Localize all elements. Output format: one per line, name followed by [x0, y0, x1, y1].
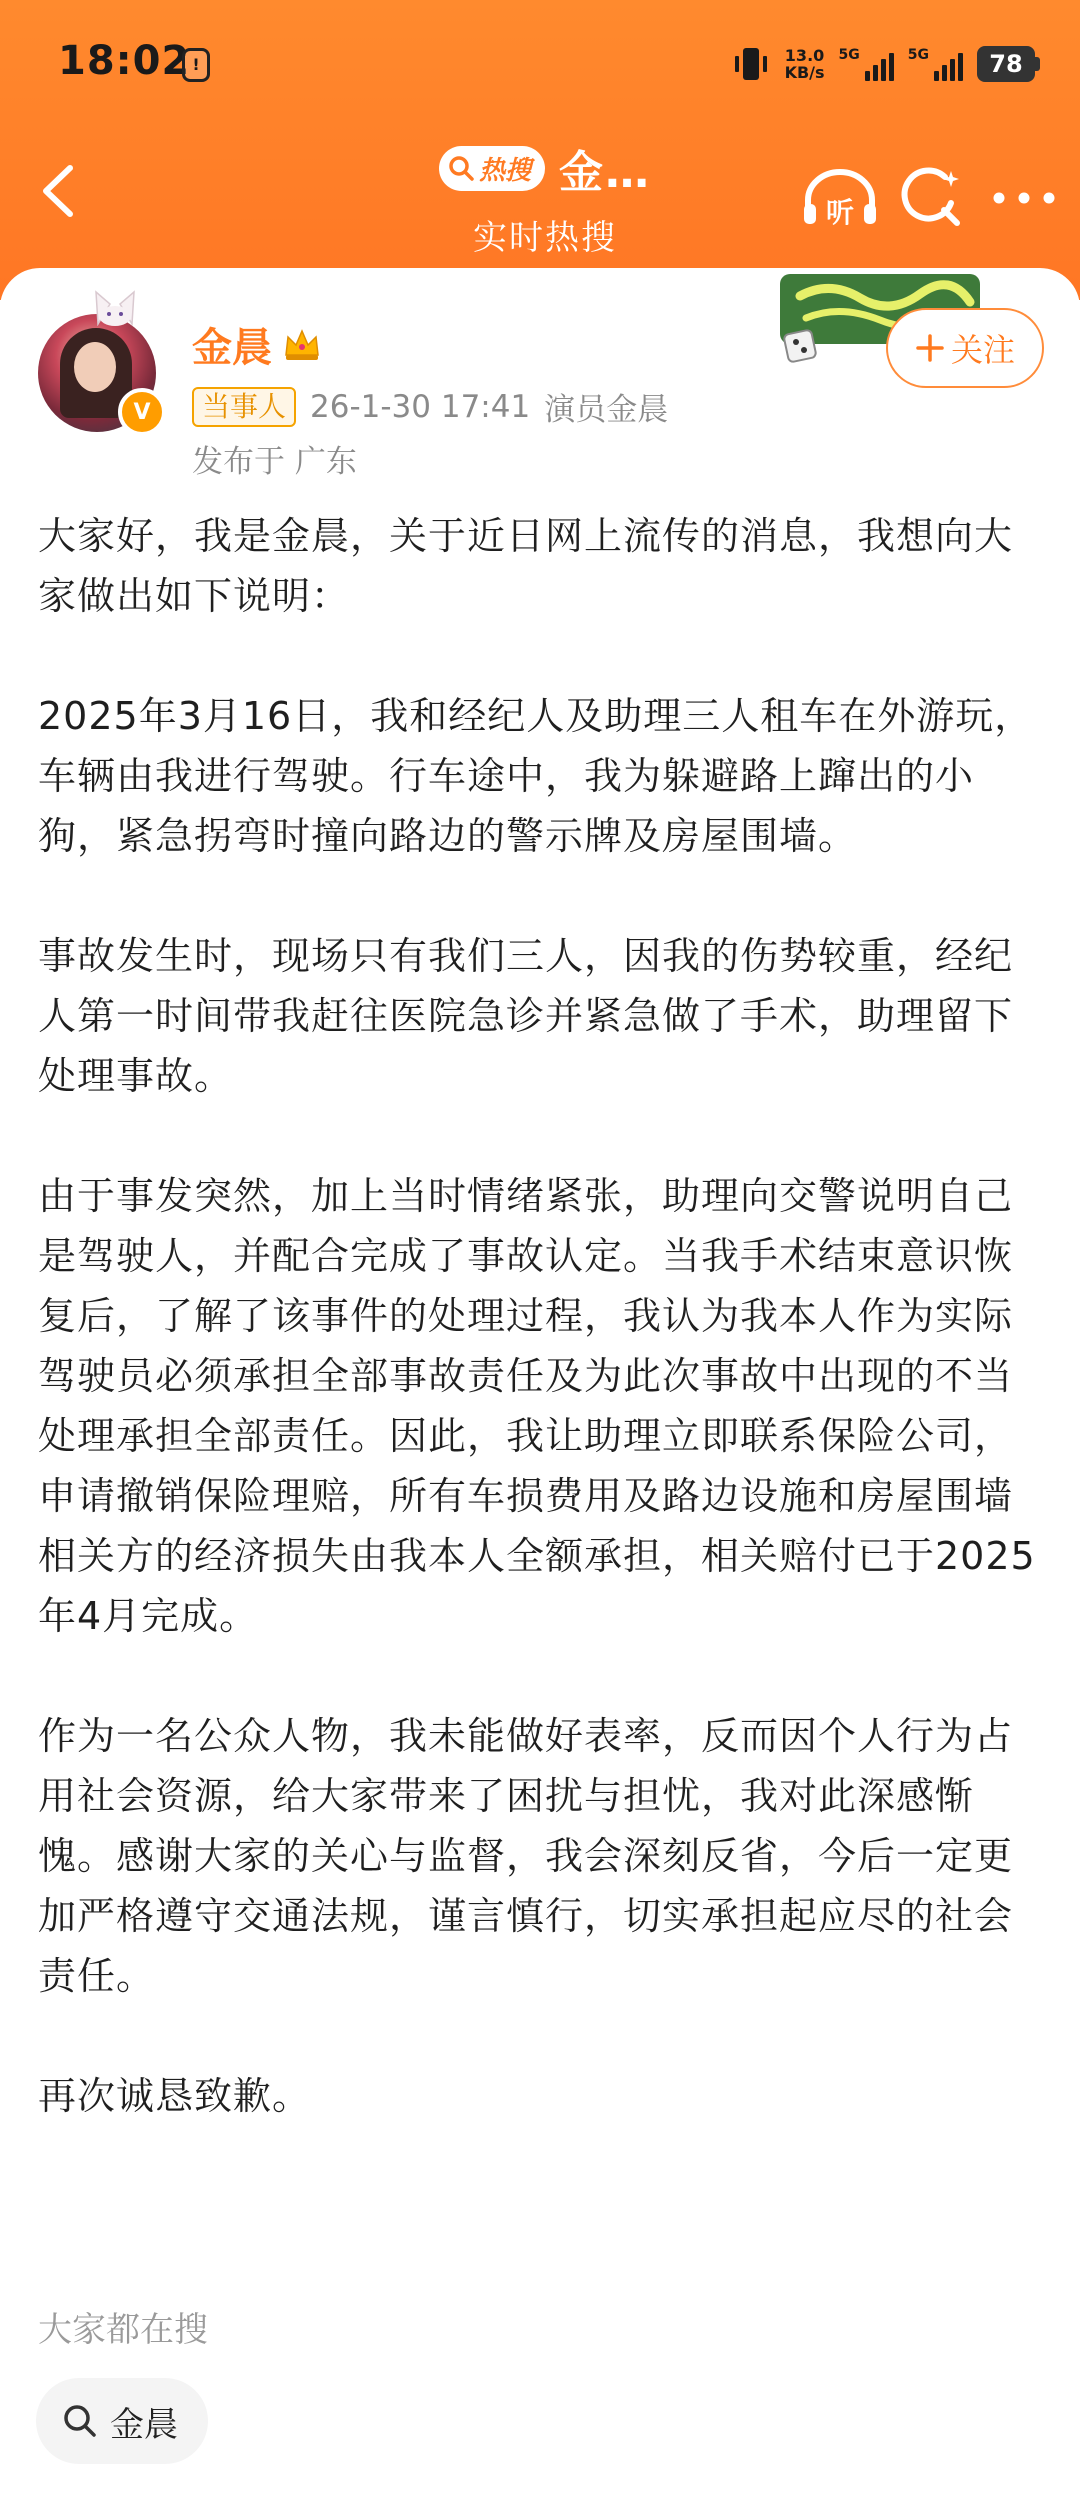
vibrate-icon [731, 44, 771, 84]
net-speed [785, 47, 825, 81]
search-icon [899, 165, 965, 231]
post-time: 26-1-30 17:41 [310, 388, 531, 425]
author-row [192, 316, 322, 373]
status-bar [0, 0, 1080, 120]
post-meta [192, 384, 668, 429]
author-name[interactable]: 金晨 [192, 325, 272, 371]
header [0, 0, 1080, 300]
cat-ears-decoration-icon [92, 286, 138, 326]
page-title: 金… [559, 147, 651, 198]
post-card [0, 268, 1080, 2504]
sim1-label: 5G [838, 47, 860, 63]
more-button[interactable] [978, 158, 1070, 238]
hot-search-icon [447, 154, 475, 182]
listen-button[interactable] [794, 158, 886, 238]
hot-badge-label: 热搜 [478, 155, 531, 186]
follow-label: 关注 [950, 331, 1015, 369]
follow-button[interactable] [886, 308, 1044, 388]
svg-text:听: 听 [825, 196, 855, 229]
verified-badge-icon: V [118, 388, 166, 436]
post-paragraph: 事故发生时，现场只有我们三人，因我的伤势较重，经纪人第一时间带我赶往医院急诊并紧急做了手术，助理留下处理事故。 [38, 934, 1014, 1098]
nav-bar [0, 120, 1080, 270]
post-location: 发布于 广东 [192, 444, 357, 480]
nav-title-block[interactable] [410, 136, 680, 259]
post-body [38, 506, 1048, 2126]
back-arrow-icon[interactable] [30, 156, 90, 226]
crown-icon [282, 327, 322, 363]
battery-level: 78 [977, 46, 1035, 82]
search-icon [62, 2403, 98, 2439]
plus-icon [915, 333, 945, 363]
status-right [731, 44, 1040, 84]
related-search-label: 大家都在搜 [38, 2310, 208, 2350]
listen-icon [800, 166, 880, 230]
nav-actions [794, 158, 1080, 238]
post-paragraph: 由于事发突然，加上当时情绪紧张，助理向交警说明自己是驾驶人，并配合完成了事故认定。当我手术结束意识恢复后，了解了该事件的处理过程，我认为我本人作为实际驾驶员必须承担全部事故责任及为此次事故中出现的不当处理承担全部责任。因此，我让助理立即联系保险公司，申请撤销保险理赔，所有车损费用及路边设施和房屋围墙相关方的经济损失由我本人全额承担，相关赔付已于2025年4月完成。 [38, 1174, 1036, 1638]
post-paragraph: 大家好，我是金晨，关于近日网上流传的消息，我想向大家做出如下说明： [38, 514, 1014, 618]
related-search-chip[interactable] [36, 2378, 208, 2464]
page-subtitle: 实时热搜 [473, 218, 617, 258]
search-button[interactable] [886, 158, 978, 238]
related-search-chip-label: 金晨 [110, 2404, 178, 2445]
sim2-label: 5G [907, 47, 929, 63]
post-paragraph: 2025年3月16日，我和经纪人及助理三人租车在外游玩，车辆由我进行驾驶。行车途中，我为躲避路上蹿出的小狗，紧急拐弯时撞向路边的警示牌及房屋围墙。 [38, 694, 1034, 858]
notification-icon: ! [182, 48, 210, 82]
net-speed-unit: KB/s [784, 63, 825, 82]
signal-sim2-icon [908, 47, 963, 81]
status-time: 18:02 [58, 38, 191, 84]
involved-party-tag: 当事人 [192, 387, 296, 427]
post-paragraph: 再次诚恳致歉。 [38, 2074, 312, 2118]
signal-sim1-icon [839, 47, 894, 81]
more-icon [989, 188, 1059, 208]
post-paragraph: 作为一名公众人物，我未能做好表率，反而因个人行为占用社会资源，给大家带来了困扰与担忧，我对此深感惭愧。感谢大家的关心与监督，我会深刻反省，今后一定更加严格遵守交通法规，谨言慎行，切实承担起应尽的社会责任。 [38, 1714, 1014, 1998]
net-speed-value: 13.0 [784, 46, 825, 65]
battery-icon [977, 46, 1040, 82]
post-source: 演员金晨 [544, 392, 669, 428]
hot-search-badge [439, 146, 545, 191]
